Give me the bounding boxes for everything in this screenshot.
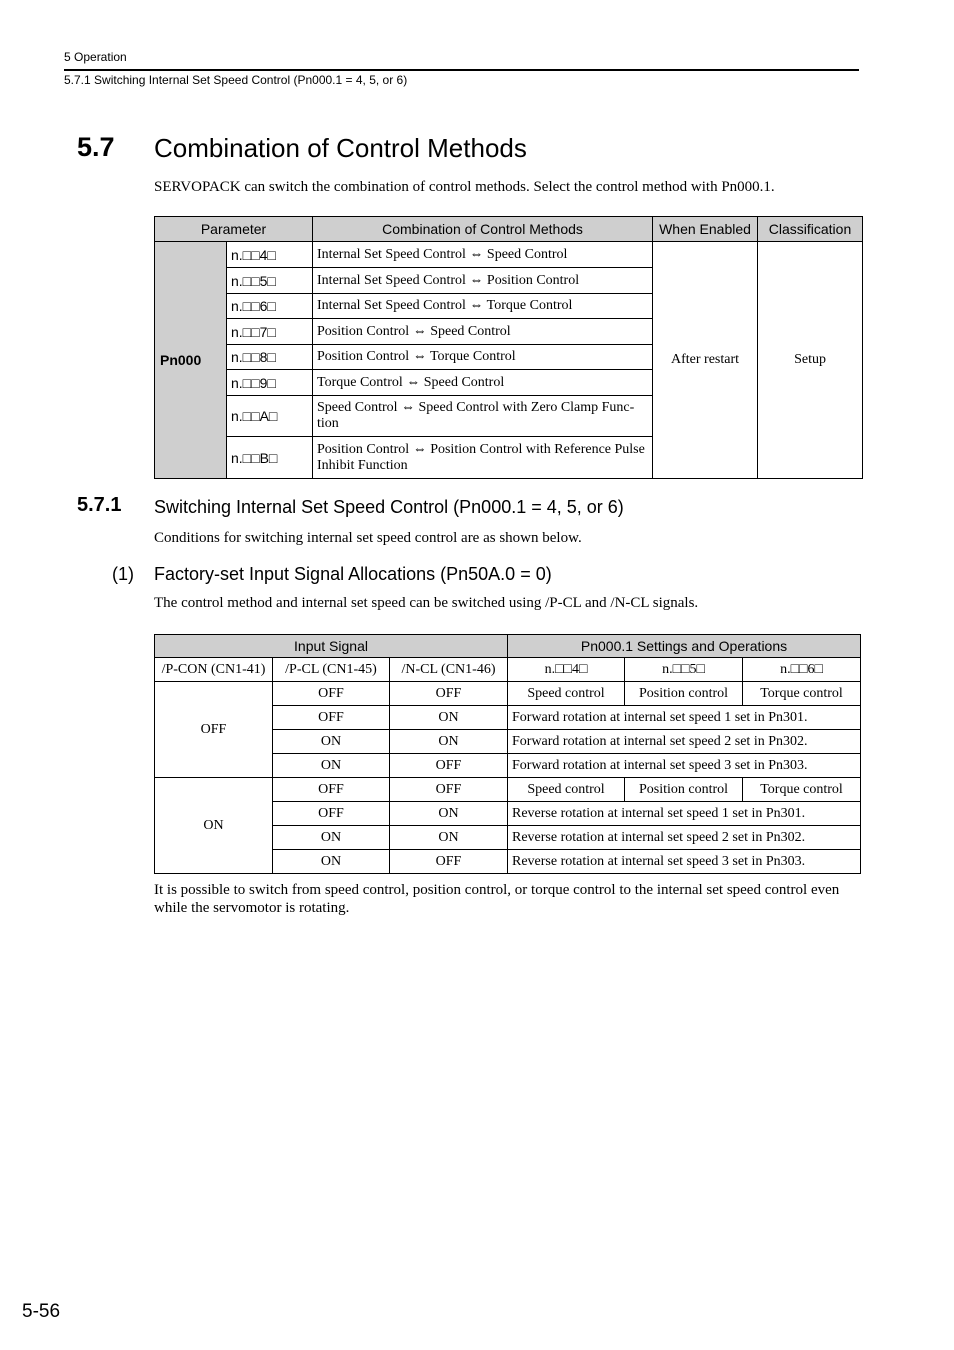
pcl-cell: OFF [273, 802, 390, 826]
operation-text: Forward rotation at internal set speed 3 set in Pn303. [508, 754, 861, 778]
pcon-cell: OFF [155, 682, 273, 778]
running-header-section: 5.7.1 Switching Internal Set Speed Control (Pn000.1 = 4, 5, or 6) [64, 73, 408, 87]
setting-description: Position Control ⇔ Position Control with Reference Pulse Inhibit Function [313, 437, 653, 479]
setting-code: n.□□4□ [227, 242, 313, 268]
table-row [155, 682, 861, 706]
setting-code: n.□□7□ [227, 319, 313, 345]
pcl-cell: ON [273, 754, 390, 778]
setting-description: Speed Control ⇔ Speed Control with Zero Clamp Func-tion [313, 396, 653, 437]
operation-cell: Torque control [743, 778, 861, 802]
ncl-cell: OFF [390, 682, 508, 706]
setting-code: n.□□9□ [227, 370, 313, 396]
subheader-cell: n.□□4□ [508, 658, 625, 682]
item-title: Factory-set Input Signal Allocations (Pn50A.0 = 0) [154, 564, 552, 584]
setting-description: Torque Control ⇔ Speed Control [313, 370, 653, 396]
table-header: Combination of Control Methods [313, 217, 653, 242]
table-header: When Enabled [653, 217, 758, 242]
page-number: 5-56 [22, 1301, 61, 1322]
setting-code: n.□□8□ [227, 345, 313, 370]
ncl-cell: OFF [390, 754, 508, 778]
setting-code: n.□□B□ [227, 437, 313, 479]
table-header: Pn000.1 Settings and Operations [508, 635, 861, 658]
table-header: Parameter [155, 217, 313, 242]
operation-text: Reverse rotation at internal set speed 3 set in Pn303. [508, 850, 861, 874]
table-row [155, 242, 863, 268]
ncl-cell: ON [390, 826, 508, 850]
subsection-intro: Conditions for switching internal set speed control are as shown below. [154, 530, 582, 546]
classification-cell: Setup [758, 242, 863, 479]
setting-description: Internal Set Speed Control ⇔ Speed Control [313, 242, 653, 268]
table-subheader-row [155, 658, 861, 682]
control-methods-table [154, 216, 863, 479]
operation-cell: Speed control [508, 778, 625, 802]
item-intro: The control method and internal set speed can be switched using /P-CL and /N-CL signals. [154, 595, 699, 611]
subsection-title: Switching Internal Set Speed Control (Pn000.1 = 4, 5, or 6) [154, 497, 624, 517]
header-rule [64, 69, 859, 71]
pcl-cell: OFF [273, 706, 390, 730]
closing-paragraph: It is possible to switch from speed control, position control, or torque control to the internal set speed control even while the servomotor is rotating. [154, 882, 840, 916]
operation-text: Reverse rotation at internal set speed 1 set in Pn301. [508, 802, 861, 826]
subheader-cell: /P-CON (CN1-41) [155, 658, 273, 682]
operation-text: Forward rotation at internal set speed 2 set in Pn302. [508, 730, 861, 754]
operation-text: Forward rotation at internal set speed 1 set in Pn301. [508, 706, 861, 730]
operation-cell: Torque control [743, 682, 861, 706]
operation-cell: Position control [625, 682, 743, 706]
pcl-cell: OFF [273, 778, 390, 802]
when-enabled-cell: After restart [653, 242, 758, 479]
item-number: (1) [112, 564, 134, 584]
section-number: 5.7 [77, 132, 115, 162]
setting-code: n.□□5□ [227, 268, 313, 294]
subheader-cell: n.□□6□ [743, 658, 861, 682]
parameter-cell: Pn000 [155, 242, 227, 479]
pcl-cell: ON [273, 850, 390, 874]
ncl-cell: ON [390, 730, 508, 754]
section-intro: SERVOPACK can switch the combination of control methods. Select the control method with Pn000.1. [154, 179, 775, 195]
setting-code: n.□□6□ [227, 294, 313, 319]
setting-description: Internal Set Speed Control ⇔ Torque Control [313, 294, 653, 319]
subheader-cell: n.□□5□ [625, 658, 743, 682]
table-header: Classification [758, 217, 863, 242]
operation-text: Reverse rotation at internal set speed 2 set in Pn302. [508, 826, 861, 850]
ncl-cell: ON [390, 706, 508, 730]
ncl-cell: ON [390, 802, 508, 826]
operation-cell: Speed control [508, 682, 625, 706]
subheader-cell: /P-CL (CN1-45) [273, 658, 390, 682]
subheader-cell: /N-CL (CN1-46) [390, 658, 508, 682]
pcl-cell: ON [273, 730, 390, 754]
setting-description: Position Control ⇔ Torque Control [313, 345, 653, 370]
input-signal-table [154, 634, 861, 874]
pcl-cell: ON [273, 826, 390, 850]
table-row [155, 778, 861, 802]
ncl-cell: OFF [390, 778, 508, 802]
pcl-cell: OFF [273, 682, 390, 706]
operation-cell: Position control [625, 778, 743, 802]
setting-description: Internal Set Speed Control ⇔ Position Control [313, 268, 653, 294]
pcon-cell: ON [155, 778, 273, 874]
ncl-cell: OFF [390, 850, 508, 874]
table-header: Input Signal [155, 635, 508, 658]
subsection-number: 5.7.1 [77, 494, 122, 516]
setting-description: Position Control ⇔ Speed Control [313, 319, 653, 345]
running-header-chapter: 5 Operation [64, 50, 127, 64]
section-title: Combination of Control Methods [154, 133, 527, 163]
setting-code: n.□□A□ [227, 396, 313, 437]
